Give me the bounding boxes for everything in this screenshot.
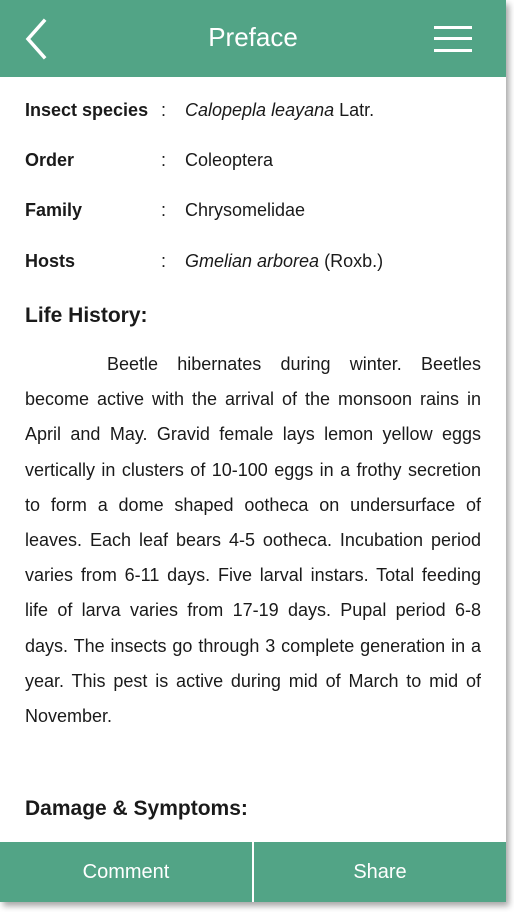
meta-row-hosts bbox=[25, 246, 481, 276]
damage-heading: Damage & Symptoms: bbox=[25, 797, 248, 820]
meta-separator: : bbox=[161, 150, 167, 170]
meta-label: Insect species bbox=[25, 100, 149, 120]
meta-row-species bbox=[25, 95, 481, 125]
life-history-text: Beetle hibernates during winter. Beetles become active with the arrival of the monsoon rains in April and May. Gravid female lays lemon yellow eggs vertically in clusters of 10-100 eggs in a frothy secretion to form a dome shaped ootheca on undersurface of leaves. Each leaf bears 4-5 ootheca. Incubation period varies from 6-11 days. Five larval instars. Total feeding life of larva varies from 17-19 days. Pupal period 6-8 days. The insects go through 3 complete generation in a year. This pest is active during mid of March to mid of November. bbox=[25, 354, 481, 727]
page-title: Preface bbox=[208, 22, 298, 52]
life-history-heading: Life History: bbox=[25, 304, 148, 327]
meta-separator: : bbox=[161, 100, 167, 120]
meta-label: Family bbox=[25, 200, 83, 220]
meta-label: Hosts bbox=[25, 251, 76, 271]
meta-value-suffix: (Roxb.) bbox=[319, 251, 384, 271]
comment-button[interactable]: Comment bbox=[82, 860, 170, 883]
meta-value: Chrysomelidae bbox=[185, 200, 306, 220]
article-content bbox=[25, 77, 481, 842]
menu-button[interactable] bbox=[430, 22, 476, 56]
meta-value-scientific: Gmelian arborea bbox=[185, 251, 320, 271]
meta-value-scientific: Calopepla leayana bbox=[185, 100, 335, 120]
meta-separator: : bbox=[161, 200, 167, 220]
meta-row-order bbox=[25, 145, 481, 175]
meta-row-family bbox=[25, 195, 481, 225]
app-header bbox=[0, 0, 506, 77]
hamburger-menu-icon bbox=[430, 22, 476, 56]
share-button[interactable]: Share bbox=[353, 860, 407, 883]
meta-value bbox=[185, 95, 374, 125]
meta-label: Order bbox=[25, 150, 75, 170]
meta-separator: : bbox=[161, 251, 167, 271]
meta-value-suffix: Latr. bbox=[334, 100, 375, 120]
meta-value: Coleoptera bbox=[185, 150, 274, 170]
bottom-action-bar bbox=[0, 842, 506, 902]
meta-value bbox=[185, 246, 383, 276]
